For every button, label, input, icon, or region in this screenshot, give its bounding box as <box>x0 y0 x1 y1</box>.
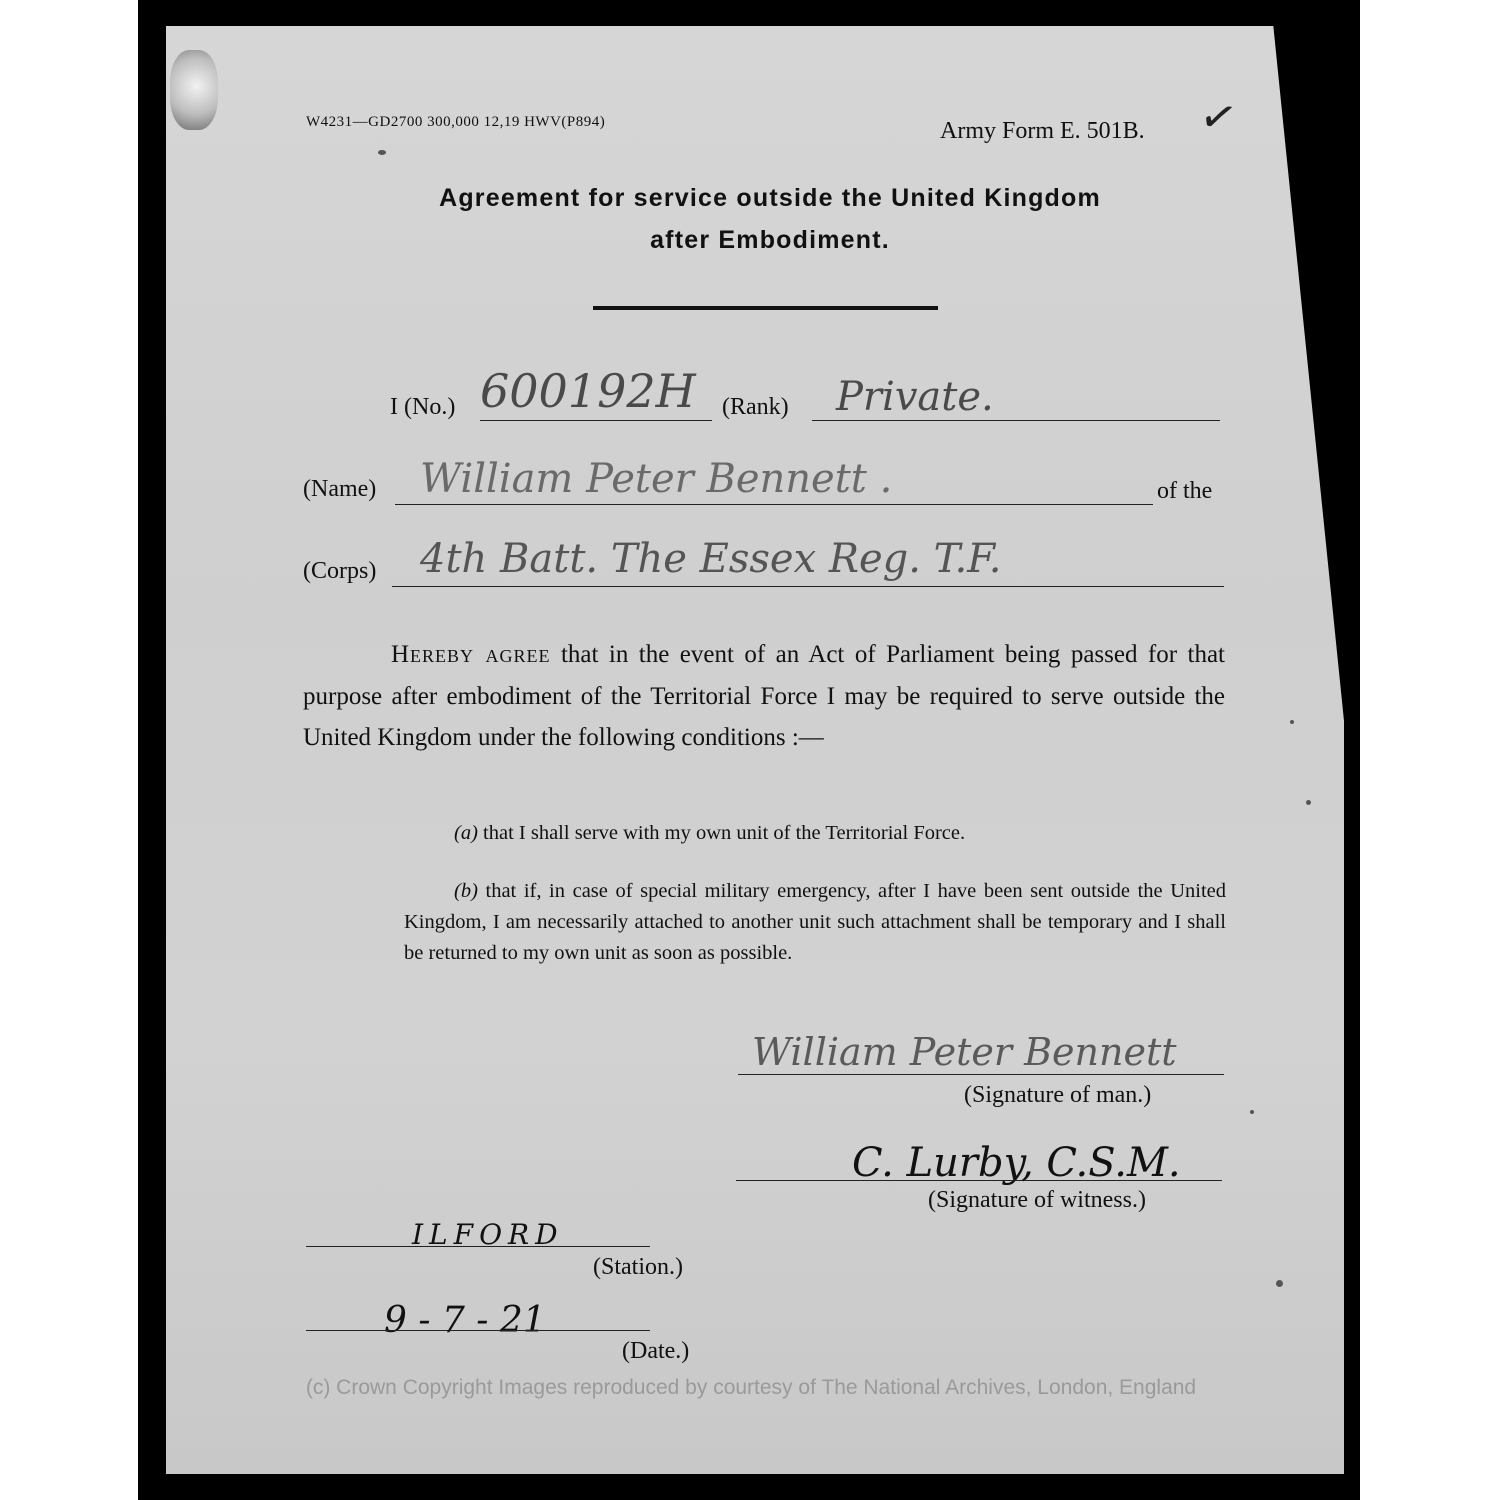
copyright-notice: (c) Crown Copyright Images reproduced by courtesy of The National Archives, London, England <box>305 1376 1197 1399</box>
print-code: W4231—GD2700 300,000 12,19 HWV(P894) <box>306 114 606 130</box>
station-line <box>306 1246 650 1247</box>
corps-label: (Corps) <box>303 558 377 584</box>
ink-speck <box>1250 1110 1254 1114</box>
rank-line <box>812 420 1220 421</box>
corps-value: 4th Batt. The Essex Reg. T.F. <box>420 536 1002 582</box>
title-rule <box>593 306 938 310</box>
man-signature: William Peter Bennett <box>752 1030 1177 1074</box>
date-value: 9 - 7 - 21 <box>384 1300 546 1341</box>
witness-signature: C. Lurby, C.S.M. <box>852 1140 1181 1186</box>
witness-signature-caption: (Signature of witness.) <box>928 1187 1146 1213</box>
number-label: I (No.) <box>390 394 456 420</box>
station-caption: (Station.) <box>593 1254 683 1280</box>
number-value: 600192H <box>480 364 696 418</box>
condition-a-marker: (a) <box>454 822 478 844</box>
man-signature-caption: (Signature of man.) <box>964 1082 1152 1108</box>
number-line <box>480 420 712 421</box>
agreement-text: that in the event of an Act of Parliament being passed for that purpose after embodiment of the Territorial Force I may be required to serve outside the United Kingdom under the following conditions :— <box>303 641 1225 751</box>
form-title-line-2: after Embodiment. <box>650 226 890 254</box>
witness-signature-line <box>736 1180 1222 1181</box>
condition-b-text: that if, in case of special military emergency, after I have been sent outside the United Kingdom, I am necessarily attached to another unit such attachment shall be temporary and I shall be returned to my own unit as soon as possible. <box>404 880 1226 964</box>
check-mark: ✓ <box>1195 88 1242 147</box>
station-value: ILFORD <box>412 1218 564 1251</box>
date-caption: (Date.) <box>622 1338 690 1364</box>
rank-value: Private. <box>836 374 994 420</box>
punch-hole <box>170 50 218 130</box>
agreement-paragraph <box>303 634 1225 759</box>
ink-speck <box>1290 720 1294 724</box>
man-signature-line <box>738 1074 1224 1075</box>
condition-b-marker: (b) <box>454 880 478 902</box>
condition-b <box>404 876 1226 969</box>
date-line <box>306 1330 650 1331</box>
ink-speck <box>1306 800 1311 805</box>
name-value: William Peter Bennett . <box>420 456 893 502</box>
name-label: (Name) <box>303 476 377 502</box>
ink-speck <box>1276 1280 1283 1287</box>
condition-a-text: that I shall serve with my own unit of the Territorial Force. <box>483 822 966 844</box>
name-line <box>395 504 1153 505</box>
ink-speck <box>378 150 386 155</box>
form-title-line-1: Agreement for service outside the United Kingdom <box>439 184 1101 212</box>
form-id: Army Form E. 501B. <box>940 118 1145 144</box>
corps-line <box>392 586 1224 587</box>
of-the-label: of the <box>1157 478 1213 504</box>
condition-a <box>404 818 1226 849</box>
rank-label: (Rank) <box>722 394 789 420</box>
hereby-agree: Hereby agree <box>391 641 551 668</box>
